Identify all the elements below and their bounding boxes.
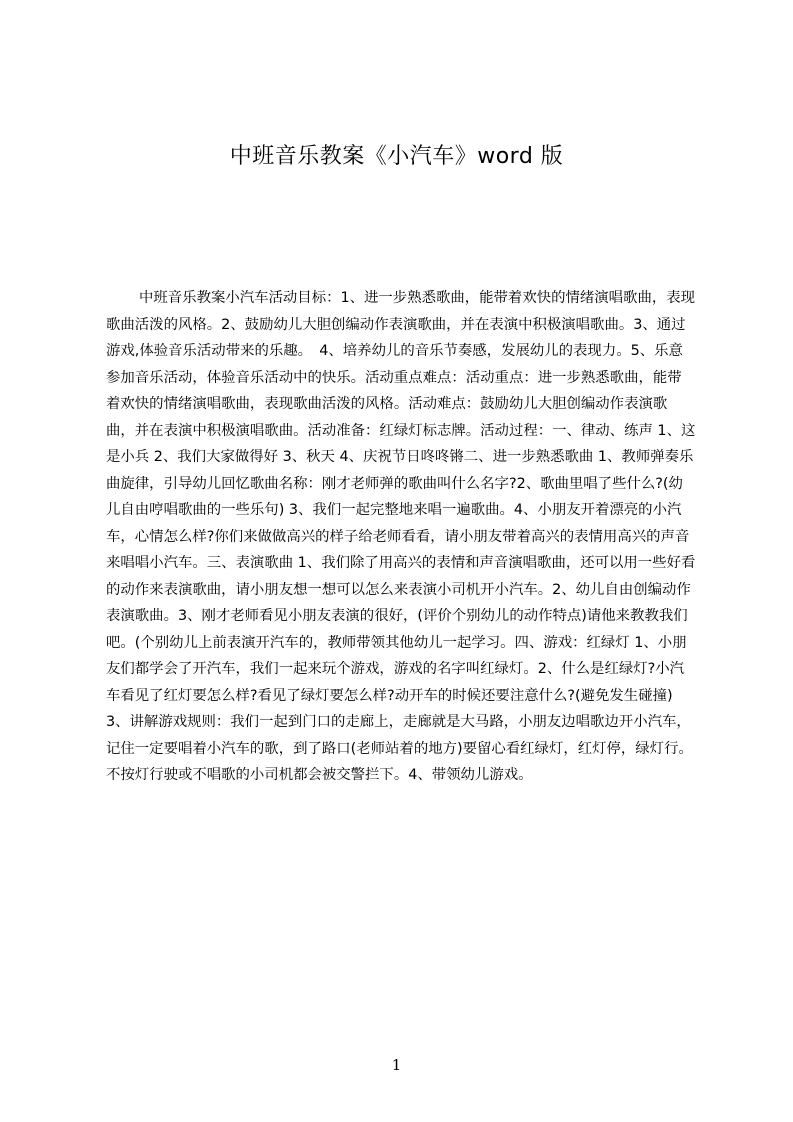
document-body-paragraph: 中班音乐教案小汽车活动目标：1、进一步熟悉歌曲，能带着欢快的情绪演唱歌曲，表现歌曲活泼的风格。2、鼓励幼儿大胆创编动作表演歌曲，并在表演中积极演唱歌曲。3、通过游戏,体验音乐活动带来的乐趣。 4、培养幼儿的音乐节奏感，发展幼儿的表现力。5、乐意参加音乐活动，体验音乐活动中的快乐。活动重点难点：活动重点：进一步熟悉歌曲，能带着欢快的情绪演唱歌曲，表现歌曲活泼的风格。活动难点：鼓励幼儿大胆创编动作表演歌曲，并在表演中积极演唱歌曲。活动准备：红绿灯标志牌。活动过程：一、律动、练声 1、这是小兵 2、我们大家做得好 3、秋天 4、庆祝节日咚咚锵二、进一步熟悉歌曲 1、教师弹奏乐曲旋律，引导幼儿回忆歌曲名称：刚才老师弹的歌曲叫什么名字?2、歌曲里唱了些什么?(幼儿自由哼唱歌曲的一些乐句) 3、我们一起完整地来唱一遍歌曲。4、小朋友开着漂亮的小汽车，心情怎么样?你们来做做高兴的样子给老师看看，请小朋友带着高兴的表情用高兴的声音来唱唱小汽车。三、表演歌曲 1、我们除了用高兴的表情和声音演唱歌曲，还可以用一些好看的动作来表演歌曲，请小朋友想一想可以怎么来表演小司机开小汽车。2、幼儿自由创编动作表演歌曲。3、刚才老师看见小朋友表演的很好，(评价个别幼儿的动作特点)请他来教教我们吧。(个别幼儿上前表演开汽车的，教师带领其他幼儿一起学习。四、游戏：红绿灯 1、小朋友们都学会了开汽车，我们一起来玩个游戏，游戏的名字叫红绿灯。2、什么是红绿灯?小汽车看见了红灯要怎么样?看见了绿灯要怎么样?动开车的时候还要注意什么?(避免发生碰撞)3、讲解游戏规则：我们一起到门口的走廊上，走廊就是大马路，小朋友边唱歌边开小汽车，记住一定要唱着小汽车的歌，到了路口(老师站着的地方)要留心看红绿灯，红灯停，绿灯行。不按灯行驶或不唱歌的小司机都会被交警拦下。4、带领幼儿游戏。 [106,290,696,783]
page-number: 1 [391,1056,402,1074]
document-title: 中班音乐教案《小汽车》word 版 [229,144,564,169]
